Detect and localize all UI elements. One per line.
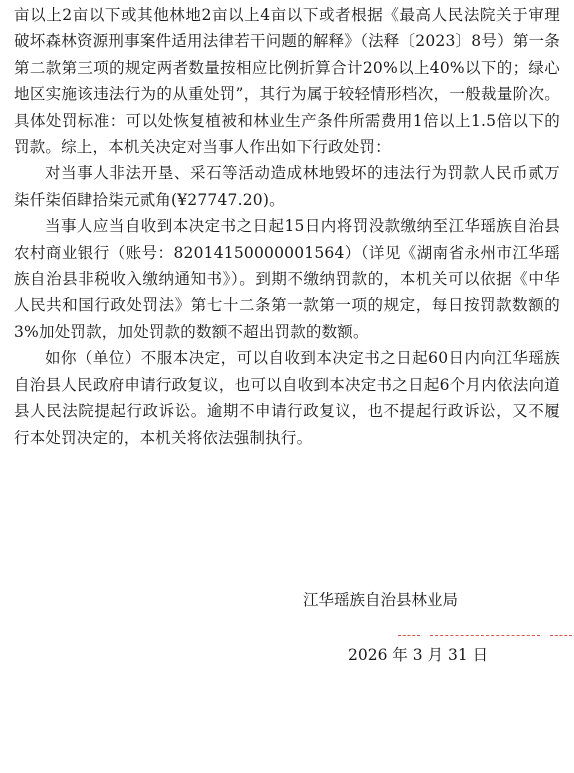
- document-body: [14, 2, 560, 451]
- paragraph-penalty-basis: 亩以上2亩以下或其他林地2亩以上4亩以下或者根据《最高人民法院关于审理破坏森林资源刑事案件适用法律若干问题的解释》（法释〔2023〕8号）第一条第二款第三项的规定两者数量按相应比例折算合计20%以上40%以下的；绿心地区实施该违法行为的从重处罚”，其行为属于较轻情形档次，一般裁量阶次。具体处罚标准：可以处恢复植被和林业生产条件所需费用1倍以上1.5倍以下的罚款。综上，本机关决定对当事人作出如下行政处罚：: [14, 6, 560, 157]
- issuing-authority: 江华瑶族自治县林业局: [303, 591, 459, 609]
- issue-date: 2026 年 3 月 31 日: [348, 646, 489, 664]
- revision-mark: [398, 635, 420, 636]
- revision-mark: [430, 635, 540, 636]
- paragraph-penalty-decision: 对当事人非法开垦、采石等活动造成林地毁坏的违法行为罚款人民币贰万柒仟柒佰肆拾柒元贰角(¥27747.20)。: [14, 164, 560, 209]
- paragraph-payment-instructions: 当事人应当自收到本决定书之日起15日内将罚没款缴纳至江华瑶族自治县农村商业银行（账号：82014150000001564）（详见《湖南省永州市江华瑶族自治县非税收入缴纳通知书》）。到期不缴纳罚款的，本机关可以依据《中华人民共和国行政处罚法》第七十二条第一款第一项的规定，每日按罚款数额的3%加处罚款，加处罚款的数额不超出罚款的数额。: [14, 217, 560, 341]
- revision-mark: [550, 635, 572, 636]
- paragraph-appeal-rights: 如你（单位）不服本决定，可以自收到本决定书之日起60日内向江华瑶族自治县人民政府申请行政复议，也可以自收到本决定书之日起6个月内依法向道县人民法院提起行政诉讼。逾期不申请行政复议，也不提起行政诉讼，又不履行本处罚决定的，本机关将依法强制执行。: [14, 349, 560, 447]
